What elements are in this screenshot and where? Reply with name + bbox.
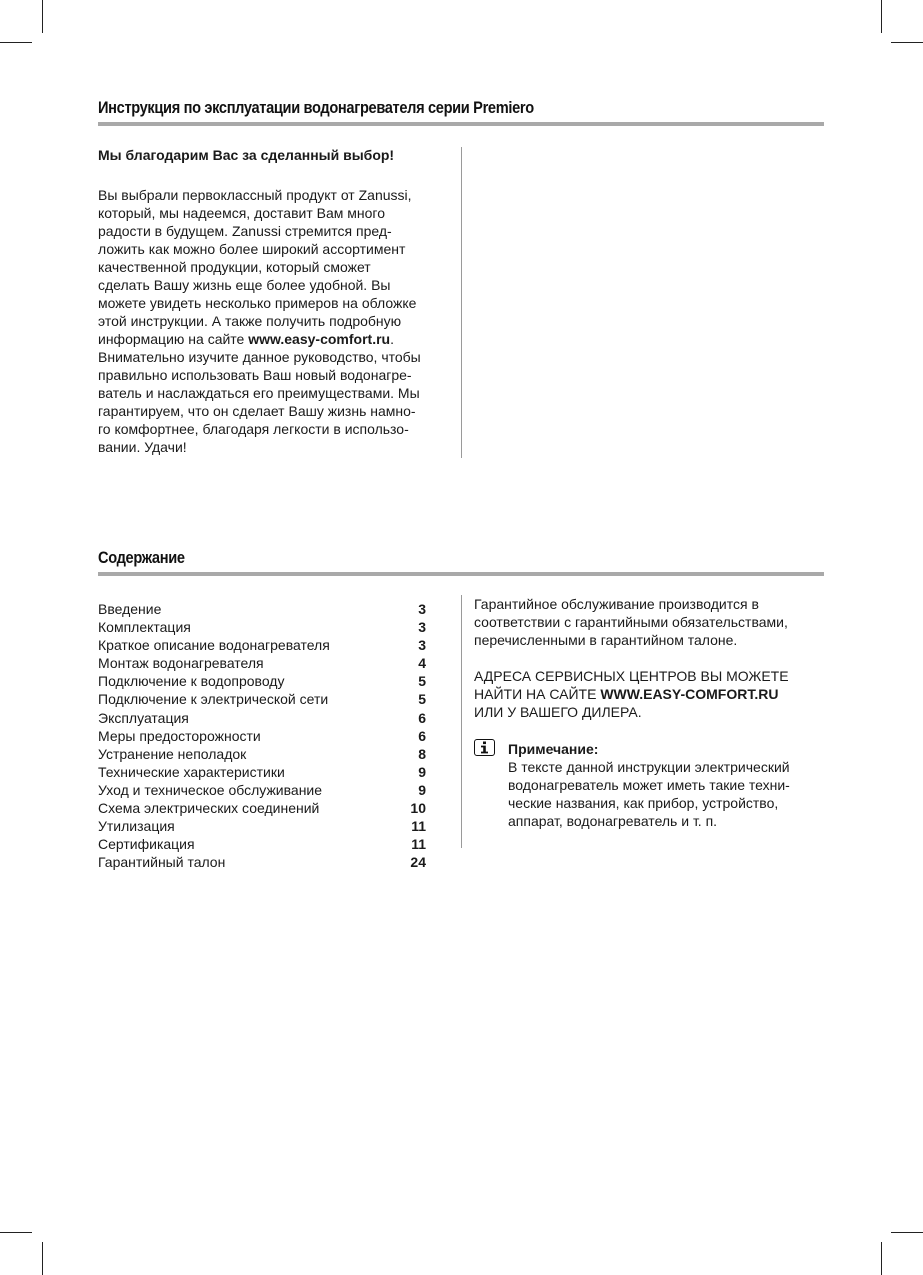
toc-label: Монтаж водонагревателя [98,655,264,672]
note-heading: Примечание: [508,741,599,757]
toc-entry[interactable] [98,709,426,727]
toc-page: 5 [418,691,426,708]
toc-label: Подключение к электрической сети [98,691,329,708]
intro-line: гарантируем, что он сделает Вашу жизнь намно- [98,403,416,419]
toc-label: Гарантийный талон [98,854,226,871]
toc-page: 6 [418,727,426,744]
intro-site-suffix: . [390,331,394,347]
toc-label: Сертификация [98,836,195,853]
crop-mark [42,1242,43,1275]
intro-line-with-link [98,330,458,348]
toc-entry[interactable] [98,672,426,690]
toc-entry[interactable] [98,745,426,763]
contents-title: Содержание [98,548,185,567]
toc-label: Подключение к водопроводу [98,673,285,690]
crop-mark [0,42,32,43]
toc-label: Утилизация [98,818,175,835]
toc-entry[interactable] [98,835,426,853]
intro-line: ложить как можно более широкий ассортимент [98,241,406,257]
toc-page: 9 [418,763,426,780]
crop-mark [42,0,43,33]
warranty-line: перечисленными в гарантийном талоне. [474,632,738,648]
thanks-heading: Мы благодарим Вас за сделанный выбор! [98,147,395,163]
toc-page: 8 [418,745,426,762]
intro-line: вании. Удачи! [98,439,187,455]
toc-entry[interactable] [98,600,426,618]
toc-entry[interactable] [98,781,426,799]
intro-line: Вы выбрали первоклассный продукт от Zanussi, [98,187,412,203]
service-line: ИЛИ У ВАШЕГО ДИЛЕРА. [474,704,642,720]
intro-line: этой инструкции. А также получить подробную [98,313,402,329]
toc-page: 4 [418,655,426,672]
note-line: В тексте данной инструкции электрический [508,759,790,775]
service-line: АДРЕСА СЕРВИСНЫХ ЦЕНТРОВ ВЫ МОЖЕТЕ [474,668,789,684]
toc-label: Эксплуатация [98,709,189,726]
toc-page: 3 [418,601,426,617]
warranty-line: соответствии с гарантийными обязательствами, [474,614,788,630]
toc-entry[interactable] [98,636,426,654]
toc-label: Комплектация [98,619,191,636]
crop-mark [891,42,923,43]
toc-page: 9 [418,781,426,798]
toc-entry[interactable] [98,853,426,871]
toc-entry[interactable] [98,618,426,636]
intro-line: ватель и наслаждаться его преимуществами. Мы [98,385,420,401]
toc-page: 6 [418,709,426,726]
crop-mark [881,1242,882,1275]
note-body [508,740,790,830]
toc-entry[interactable] [98,654,426,672]
toc-page: 24 [410,854,426,871]
warranty-and-service [474,595,834,721]
intro-line: качественной продукции, который сможет [98,259,371,275]
intro-site-prefix: информацию на сайте [98,331,249,347]
website-link[interactable]: www.easy-comfort.ru [248,331,391,347]
intro-paragraph [98,186,458,456]
page-title: Инструкция по эксплуатации водонагревателя серии Premiero [98,98,534,117]
intro-line: можете увидеть несколько примеров на обложке [98,295,417,311]
intro-line: сделать Вашу жизнь еще более удобной. Вы [98,277,391,293]
toc-page: 10 [410,800,426,817]
toc-entry[interactable] [98,690,426,708]
intro-line: Внимательно изучите данное руководство, чтобы [98,349,421,365]
toc-entry[interactable] [98,817,426,835]
service-site-prefix: НАЙТИ НА САЙТЕ [474,686,601,702]
note-line: аппарат, водонагреватель и т. п. [508,813,718,829]
crop-mark [881,0,882,33]
toc-page: 5 [418,673,426,690]
toc-label: Устранение неполадок [98,745,247,762]
title-rule [98,572,824,576]
toc-label: Технические характеристики [98,763,285,780]
toc-label: Краткое описание водонагревателя [98,637,330,654]
toc-entry[interactable] [98,799,426,817]
toc-label: Введение [98,601,162,617]
table-of-contents [98,600,426,871]
toc-page: 11 [411,836,426,853]
crop-mark [0,1232,32,1233]
intro-line: го комфортнее, благодаря легкости в использо- [98,421,409,437]
note-line: ческие названия, как прибор, устройство, [508,795,779,811]
toc-label: Уход и техническое обслуживание [98,781,323,798]
crop-mark [891,1232,923,1233]
column-divider [461,595,462,848]
toc-label: Схема электрических соединений [98,800,320,817]
toc-entry[interactable] [98,727,426,745]
toc-label: Меры предосторожности [98,727,261,744]
toc-page: 3 [418,637,426,654]
toc-entry[interactable] [98,763,426,781]
info-icon [474,739,495,756]
service-line-with-link [474,685,834,703]
warranty-line: Гарантийное обслуживание производится в [474,596,759,612]
service-website-link[interactable]: WWW.EASY-COMFORT.RU [600,686,779,702]
intro-line: правильно использовать Ваш новый водонагре- [98,367,412,383]
intro-line: радости в будущем. Zanussi стремится пред- [98,223,392,239]
toc-page: 11 [411,818,426,835]
note-line: водонагреватель может иметь такие техни- [508,777,790,793]
toc-page: 3 [418,619,426,636]
title-rule [98,122,824,126]
column-divider [461,147,462,458]
intro-line: который, мы надеемся, доставит Вам много [98,205,385,221]
